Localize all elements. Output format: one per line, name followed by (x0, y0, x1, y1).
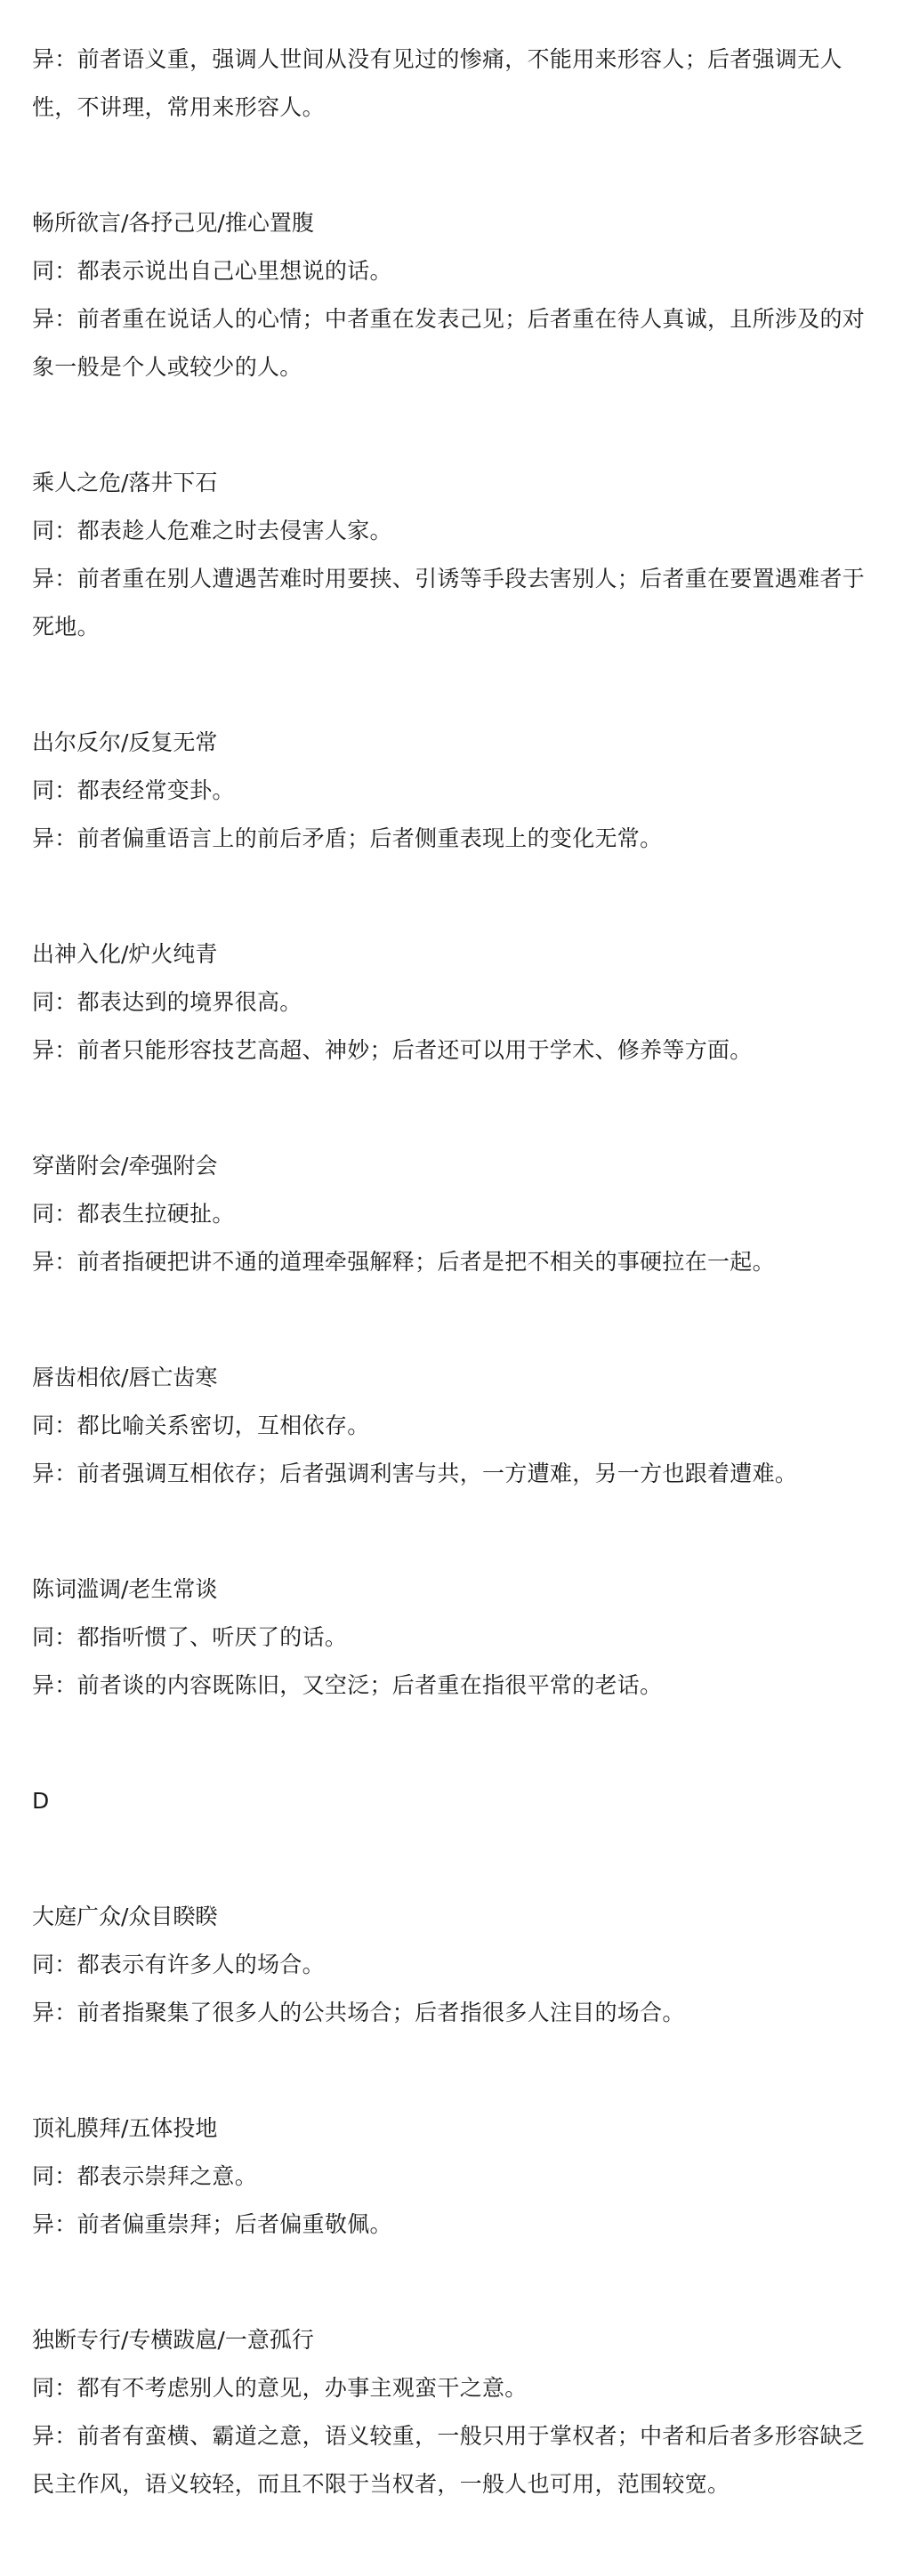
diff-explanation: 异：前者只能形容技艺高超、神妙；后者还可以用于学术、修养等方面。 (32, 1037, 753, 1063)
spacer (32, 1710, 886, 1777)
idiom-term: 独断专行/专横跋扈/一意孤行 (32, 2327, 314, 2353)
diff-explanation: 异：前者偏重崇拜；后者偏重敬佩。 (32, 2211, 392, 2237)
idiom-entry (32, 1354, 886, 1498)
spacer (32, 1825, 886, 1893)
same-explanation: 同：都表达到的境界很高。 (32, 989, 302, 1015)
entry-list-d (32, 1893, 886, 2576)
idiom-entry (32, 459, 886, 651)
same-explanation: 同：都指听惯了、听厌了的话。 (32, 1624, 348, 1650)
spacer (32, 651, 886, 719)
diff-explanation: 异：前者重在别人遭遇苦难时用要挟、引诱等手段去害别人；后者重在要置遇难者于死地。 (32, 566, 866, 640)
diff-explanation: 异：前者指硬把讲不通的道理牵强解释；后者是把不相关的事硬拉在一起。 (32, 1249, 775, 1275)
idiom-entry (32, 719, 886, 863)
section-letter: D (32, 1788, 50, 1814)
document-page (32, 0, 886, 2576)
same-explanation: 同：都比喻关系密切，互相依存。 (32, 1413, 370, 1438)
idiom-entry (32, 2105, 886, 2249)
diff-explanation: 异：前者偏重语言上的前后矛盾；后者侧重表现上的变化无常。 (32, 825, 663, 851)
idiom-term: 乘人之危/落井下石 (32, 470, 218, 495)
same-explanation: 同：都表经常变卦。 (32, 777, 235, 803)
idiom-term: 畅所欲言/各抒己见/推心置腹 (32, 210, 314, 236)
spacer (32, 391, 886, 459)
diff-explanation: 异：前者有蛮横、霸道之意，语义较重，一般只用于掌权者；中者和后者多形容缺乏民主作风，语义较轻，而且不限于当权者，一般人也可用，范围较宽。 (32, 2423, 866, 2497)
idiom-term: 陈词滥调/老生常谈 (32, 1576, 218, 1602)
entry-list-c (32, 199, 886, 1777)
leading-diff-text: 异：前者语义重，强调人世间从没有见过的惨痛，不能用来形容人；后者强调无人性，不讲理，常用来形容人。 (32, 46, 842, 120)
spacer (32, 2508, 886, 2576)
spacer (32, 2037, 886, 2105)
idiom-entry (32, 1566, 886, 1710)
spacer (32, 2249, 886, 2316)
idiom-term: 顶礼膜拜/五体投地 (32, 2115, 218, 2141)
spacer (32, 1498, 886, 1566)
spacer (32, 132, 886, 199)
diff-explanation: 异：前者强调互相依存；后者强调利害与共，一方遭难，另一方也跟着遭难。 (32, 1461, 798, 1486)
same-explanation: 同：都表生拉硬扯。 (32, 1201, 235, 1227)
same-explanation: 同：都有不考虑别人的意见，办事主观蛮干之意。 (32, 2375, 528, 2401)
diff-explanation: 异：前者重在说话人的心情；中者重在发表己见；后者重在待人真诚，且所涉及的对象一般是个人或较少的人。 (32, 306, 866, 380)
idiom-entry (32, 199, 886, 391)
spacer (32, 863, 886, 930)
same-explanation: 同：都表示有许多人的场合。 (32, 1952, 325, 1977)
same-explanation: 同：都表示崇拜之意。 (32, 2163, 258, 2189)
idiom-entry (32, 1142, 886, 1286)
spacer (32, 1075, 886, 1142)
same-explanation: 同：都表示说出自己心里想说的话。 (32, 258, 392, 284)
idiom-entry (32, 2316, 886, 2508)
diff-explanation: 异：前者指聚集了很多人的公共场合；后者指很多人注目的场合。 (32, 2000, 685, 2025)
spacer (32, 1286, 886, 1354)
idiom-term: 出神入化/炉火纯青 (32, 941, 218, 967)
diff-explanation: 异：前者谈的内容既陈旧，又空泛；后者重在指很平常的老话。 (32, 1672, 663, 1698)
idiom-term: 大庭广众/众目睽睽 (32, 1904, 218, 1929)
same-explanation: 同：都表趁人危难之时去侵害人家。 (32, 518, 392, 543)
idiom-term: 穿凿附会/牵强附会 (32, 1153, 218, 1179)
idiom-term: 唇齿相依/唇亡齿寒 (32, 1364, 218, 1390)
idiom-entry (32, 1893, 886, 2037)
idiom-term: 出尔反尔/反复无常 (32, 729, 218, 755)
idiom-entry (32, 930, 886, 1075)
